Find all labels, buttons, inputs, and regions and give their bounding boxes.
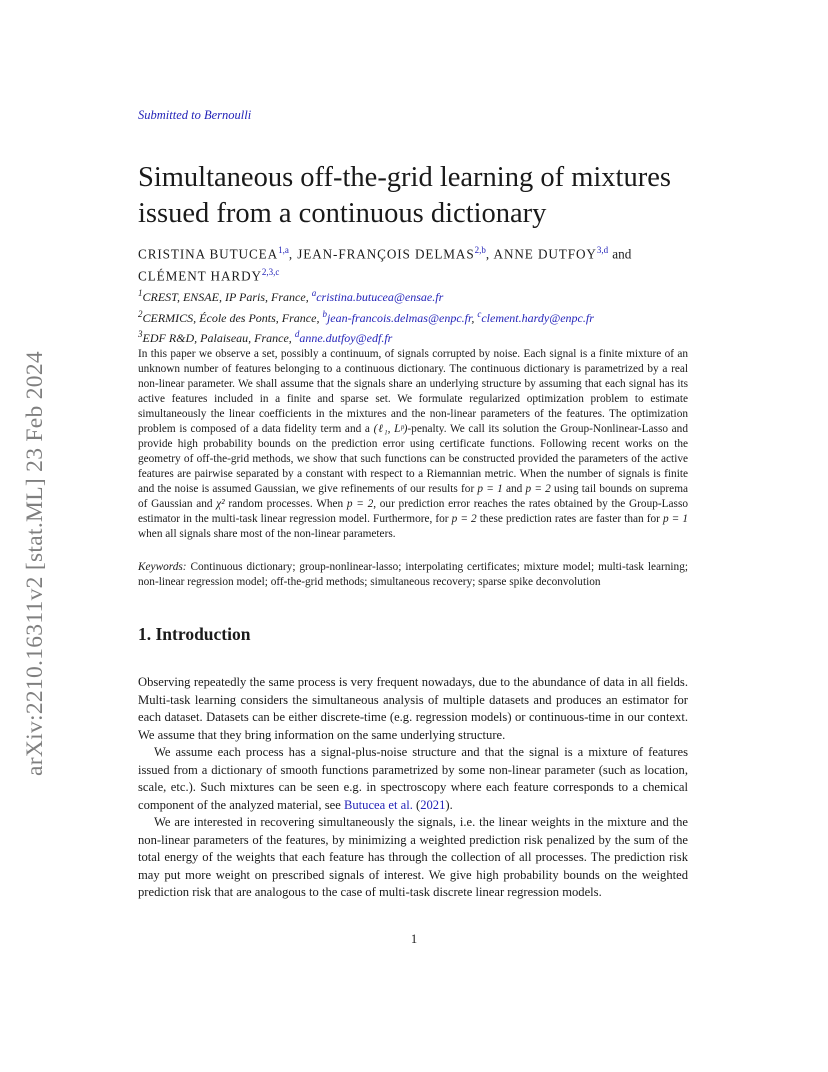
paragraph: We are interested in recovering simultaneously the signals, i.e. the linear weights in the mixture and the non-linear parameters of the features, by minimizing a weighted prediction risk penalized by the sum of the total energy of the weights that each feature has through the collection of all processes. The prediction risk may put more weight on prescribed signals of interest. We give high probability bounds on the weighted prediction risk that are analogous to the case of multi-task discrete linear regression models. (138, 815, 688, 899)
title-line-1: Simultaneous off-the-grid learning of mixtures (138, 162, 671, 193)
page-number: 1 (410, 932, 418, 946)
math-inline: p = 2 (346, 498, 374, 510)
author-name: CLÉMENT HARDY (138, 268, 262, 284)
abstract: In this paper we observe a set, possibly a continuum, of signals corrupted by noise. Each signal is a finite mixture of an unknown number of features belonging to a continuous dictionary. The continuous dictionary is parametrized by a real non-linear parameter. We shall assume that the signals share an underlying structure by assuming that each signal has its active features included in a finite and sparse set. We formulate regularized optimization problem to estimate simultaneously the linear coefficients in the mixtures and the non-linear parameters of the features. The optimization problem is composed of a data fidelity term and a (ℓ₁, Lᵖ)-penalty. We call its solution the Group-Nonlinear-Lasso and provide high probability bounds on the prediction error using certificate functions. Following recent works on the geometry of off-the-grid methods, we show that such functions can be constructed provided the parameters of the active features are pairwise separated by a constant with respect to a Riemannian metric. When the number of signals is finite and the noise is assumed Gaussian, we give refinements of our results for p = 1 and p = 2 using tail bounds on suprema of Gaussian and χ² random processes. When p = 2, our prediction error reaches the rates obtained by the Group-Lasso estimator in the multi-task linear regression model. Furthermore, for p = 2 these prediction rates are faster than for p = 1 when all signals share most of the non-linear parameters. (138, 348, 689, 540)
affiliation-mark-link[interactable]: 2,b (474, 245, 486, 255)
email-link[interactable]: jean-francois.delmas@enpc.fr (326, 310, 472, 325)
introduction-body (138, 674, 688, 902)
author-name: JEAN-FRANÇOIS DELMAS (297, 246, 475, 262)
paragraph: We assume each process has a signal-plus-noise structure and that the signal is a mixture of features issued from a dictionary of smooth functions parametrized by some non-linear parameter (such as location, scale, etc.). Such mixtures can be seen e.g. in spectroscopy where each feature corresponds to a chemical component of the analyzed material, see Butucea et al. (2021). (138, 745, 688, 812)
author-list: CRISTINA BUTUCEA$^{1,a}$, JEAN-FRANÇOIS DELMAS$^{2,b}$, ANNE DUTFOY$^{3,d}$ and CLÉMENT HARDY$^{2,3,c}$ (138, 245, 632, 284)
math-inline: χ² (216, 498, 225, 510)
math-inline: p = 2 (451, 513, 477, 525)
email-link[interactable]: clement.hardy@enpc.fr (481, 310, 594, 325)
journal-name[interactable]: Submitted to Bernoulli (138, 108, 252, 122)
affiliation-mark-link[interactable]: 3,d (596, 245, 609, 255)
math-inline: p = 1 (662, 513, 689, 525)
section-heading: 1. Introduction (138, 624, 251, 644)
affiliation-mark-link[interactable]: 2,3,c (261, 267, 280, 278)
affiliation-item: $^1$CREST, ENSAE, IP Paris, France, $^a$cristina.butucea@ensae.fr (138, 288, 444, 304)
math-inline: p = 1 (477, 483, 503, 495)
citation-link[interactable]: Butucea et al. (343, 797, 413, 812)
paper-title (138, 160, 688, 232)
author-name: ANNE DUTFOY (493, 246, 597, 262)
author-conjunction: and (612, 246, 632, 262)
email-link[interactable]: cristina.butucea@ensae.fr (316, 290, 444, 304)
affiliation-item: $^2$CERMICS, École des Ponts, France, $^b$jean-francois.delmas@enpc.fr, $^c$clement.hardy@enpc.fr (138, 308, 594, 325)
arxiv-identifier: arXiv:2210.16311v2 [stat.ML] 23 Feb 2024 (22, 351, 48, 776)
author-name: CRISTINA BUTUCEA (138, 246, 279, 262)
title-line-2: issued from a continuous dictionary (138, 198, 547, 229)
keywords-label: Keywords: (138, 561, 187, 573)
affiliation-item: $^3$EDF R&D, Palaiseau, France, $^d$anne.dutfoy@edf.fr (138, 329, 393, 346)
email-link[interactable]: anne.dutfoy@edf.fr (299, 331, 393, 346)
keywords-text: Continuous dictionary; group-nonlinear-lasso; interpolating certificates; mixture model; multi-task learning; non-linear regression model; off-the-grid methods; simultaneous recovery; sparse spike deconvolution (138, 561, 688, 588)
citation-year-link[interactable]: 2021 (420, 797, 446, 812)
affiliation-list (138, 285, 688, 347)
paragraph: Observing repeatedly the same process is very frequent nowadays, due to the abundance of data in all fields. Multi-task learning considers the simultaneous analysis of multiple datasets and produces an estimator for each dataset. Datasets can be either discrete-time (e.g. regression models) or continuous-time in our context. We assume that they bring information on the same underlying structure. (138, 675, 688, 742)
math-inline: p = 2 (525, 483, 551, 495)
affiliation-mark-link[interactable]: 1,a (278, 245, 289, 255)
keywords (138, 560, 688, 590)
math-penalty: (ℓ₁, Lᵖ) (373, 423, 408, 435)
